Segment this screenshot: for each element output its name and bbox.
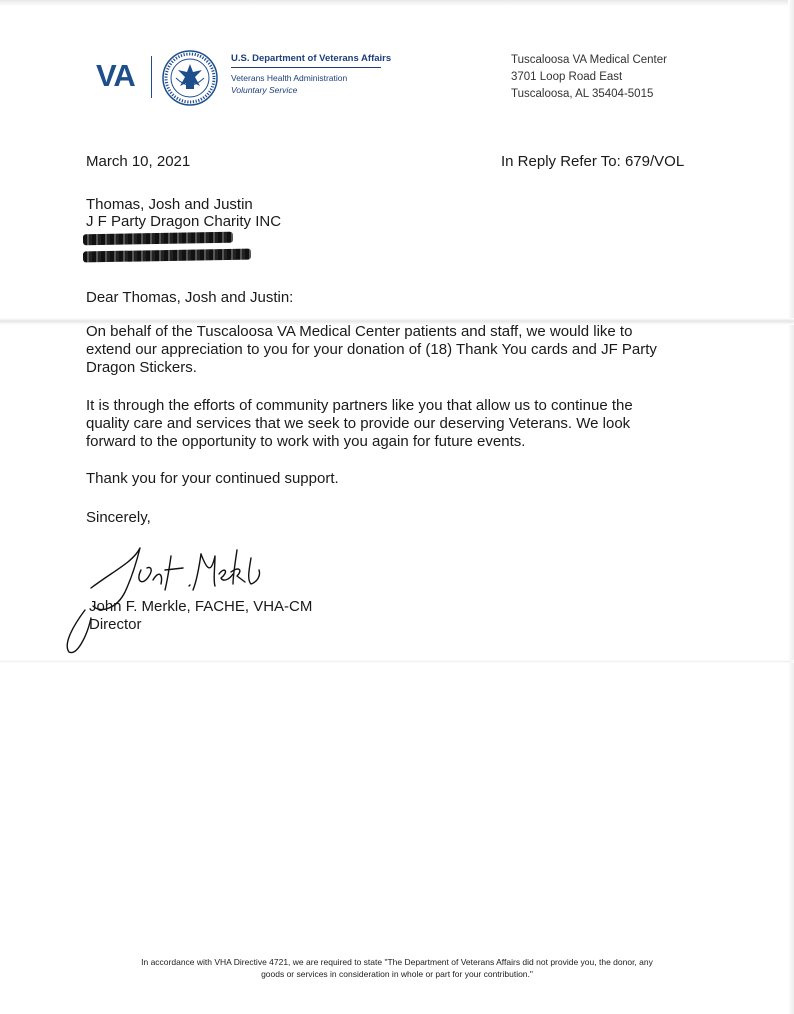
redacted-city-address bbox=[83, 249, 251, 263]
department-name: U.S. Department of Veterans Affairs bbox=[231, 53, 392, 64]
department-rule bbox=[231, 67, 381, 68]
paper-fold-line-lower bbox=[0, 660, 794, 663]
logo-divider bbox=[151, 56, 152, 98]
department-block bbox=[231, 53, 391, 96]
recipient-name: Thomas, Josh and Justin bbox=[86, 196, 253, 213]
paragraph-line: It is through the efforts of community partners like you that allow us to continue the bbox=[86, 397, 633, 414]
paragraph-partners bbox=[86, 397, 726, 451]
reply-reference: In Reply Refer To: 679/VOL bbox=[501, 153, 685, 170]
signer-title: Director bbox=[89, 616, 142, 633]
closing-sincerely: Sincerely, bbox=[86, 509, 151, 526]
letter-date: March 10, 2021 bbox=[86, 153, 191, 170]
paragraph-line: quality care and services that we seek to provide our deserving Veterans. We look bbox=[86, 415, 631, 432]
paragraph-line: forward to the opportunity to work with you again for future events. bbox=[86, 433, 526, 450]
signer-name: John F. Merkle, FACHE, VHA-CM bbox=[89, 598, 313, 615]
closing-thanks: Thank you for your continued support. bbox=[86, 470, 339, 487]
footer-line: goods or services in consideration in whole or part for your contribution." bbox=[261, 969, 533, 979]
salutation: Dear Thomas, Josh and Justin: bbox=[86, 289, 294, 306]
administration-name: Veterans Health Administration bbox=[231, 73, 348, 83]
va-seal-icon bbox=[162, 50, 218, 106]
footer-line: In accordance with VHA Directive 4721, we are required to state "The Department of Veterans Affairs did not provide you, the donor, any bbox=[141, 957, 653, 967]
paragraph-appreciation bbox=[86, 323, 726, 377]
recipient-organization: J F Party Dragon Charity INC bbox=[86, 213, 282, 230]
scan-shadow-top bbox=[0, 0, 794, 6]
paragraph-line: On behalf of the Tuscaloosa VA Medical Center patients and staff, we would like to bbox=[86, 323, 633, 340]
facility-city: Tuscaloosa, AL 35404-5015 bbox=[511, 88, 654, 100]
facility-street: 3701 Loop Road East bbox=[511, 71, 623, 83]
paragraph-line: extend our appreciation to you for your donation of (18) Thank You cards and JF Party bbox=[86, 341, 657, 358]
facility-address bbox=[511, 52, 667, 103]
paragraph-line: Dragon Stickers. bbox=[86, 359, 197, 376]
footer-disclaimer bbox=[60, 956, 734, 980]
facility-name: Tuscaloosa VA Medical Center bbox=[511, 54, 667, 66]
scan-shadow-right bbox=[788, 0, 794, 1014]
redacted-street-address bbox=[83, 232, 233, 246]
va-logo: VA bbox=[96, 58, 135, 93]
service-name: Voluntary Service bbox=[231, 85, 298, 95]
